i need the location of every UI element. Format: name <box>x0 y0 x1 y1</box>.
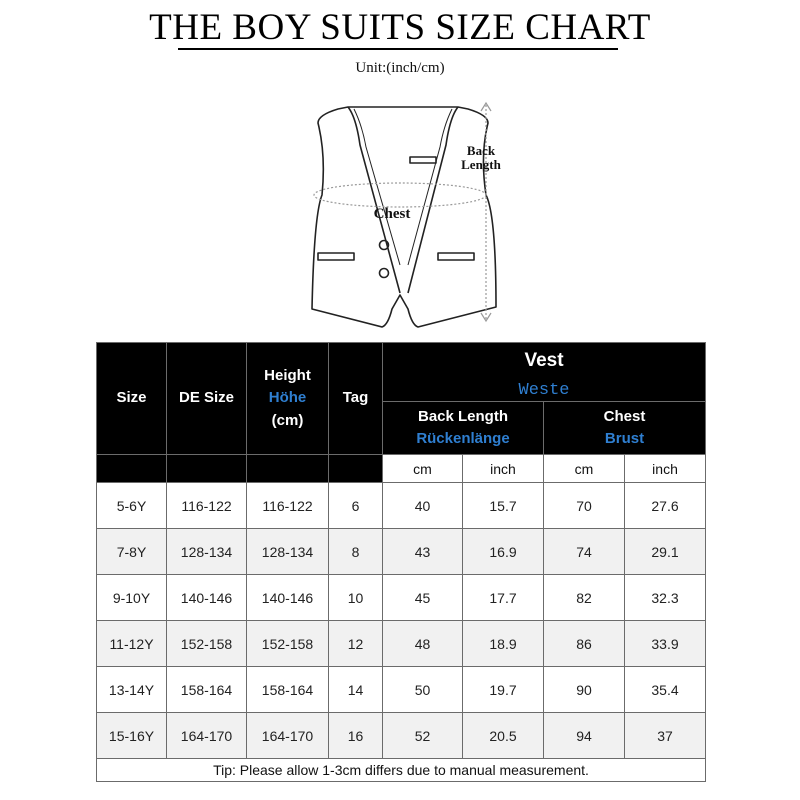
cell-de-size: 140-146 <box>167 575 247 621</box>
chest-label: Chest <box>373 206 411 222</box>
header-height-de: Höhe <box>268 389 307 407</box>
header-tag: Tag <box>329 343 383 455</box>
table-row <box>97 575 706 621</box>
back-length-label-line2: Length <box>461 157 501 172</box>
tip-note: Tip: Please allow 1-3cm differs due to manual measurement. <box>97 759 706 782</box>
cell-chest-inch: 27.6 <box>625 483 706 529</box>
cell-back-inch: 15.7 <box>463 483 544 529</box>
cell-chest-inch: 37 <box>625 713 706 759</box>
cell-chest-inch: 33.9 <box>625 621 706 667</box>
header-chest-cm: cm <box>544 455 625 483</box>
cell-size: 9-10Y <box>97 575 167 621</box>
header-chest-de: Brust <box>604 430 645 447</box>
cell-size: 7-8Y <box>97 529 167 575</box>
cell-height: 158-164 <box>247 667 329 713</box>
cell-back-cm: 50 <box>383 667 463 713</box>
cell-chest-cm: 86 <box>544 621 625 667</box>
cell-chest-cm: 82 <box>544 575 625 621</box>
cell-tag: 16 <box>329 713 383 759</box>
cell-height: 164-170 <box>247 713 329 759</box>
cell-back-inch: 18.9 <box>463 621 544 667</box>
cell-height: 116-122 <box>247 483 329 529</box>
title-underline <box>178 48 618 50</box>
cell-chest-inch: 29.1 <box>625 529 706 575</box>
cell-chest-inch: 35.4 <box>625 667 706 713</box>
cell-back-cm: 45 <box>383 575 463 621</box>
back-length-label-line1: Back <box>466 143 496 158</box>
header-height-en: Height <box>264 366 311 384</box>
cell-back-cm: 43 <box>383 529 463 575</box>
header-spacer <box>329 455 383 483</box>
vest-diagram <box>300 95 510 335</box>
header-vest-de: Weste <box>383 379 706 402</box>
page-title: THE BOY SUITS SIZE CHART <box>149 7 651 48</box>
header-chest-en: Chest <box>603 408 646 426</box>
cell-size: 11-12Y <box>97 621 167 667</box>
cell-de-size: 152-158 <box>167 621 247 667</box>
cell-tag: 12 <box>329 621 383 667</box>
cell-size: 5-6Y <box>97 483 167 529</box>
cell-chest-cm: 90 <box>544 667 625 713</box>
cell-chest-cm: 74 <box>544 529 625 575</box>
back-length-label <box>456 144 506 172</box>
cell-chest-inch: 32.3 <box>625 575 706 621</box>
header-back-length <box>383 402 544 455</box>
cell-tag: 6 <box>329 483 383 529</box>
header-back-length-en: Back Length <box>417 408 508 426</box>
header-chest <box>544 402 706 455</box>
table-row <box>97 529 706 575</box>
cell-back-inch: 17.7 <box>463 575 544 621</box>
table-row <box>97 621 706 667</box>
cell-de-size: 128-134 <box>167 529 247 575</box>
header-back-inch: inch <box>463 455 544 483</box>
cell-height: 128-134 <box>247 529 329 575</box>
cell-back-cm: 40 <box>383 483 463 529</box>
header-spacer <box>167 455 247 483</box>
cell-back-cm: 52 <box>383 713 463 759</box>
cell-de-size: 158-164 <box>167 667 247 713</box>
cell-back-inch: 20.5 <box>463 713 544 759</box>
cell-tag: 8 <box>329 529 383 575</box>
cell-back-inch: 19.7 <box>463 667 544 713</box>
table-row <box>97 667 706 713</box>
size-chart-table <box>96 342 706 782</box>
table-row <box>97 483 706 529</box>
cell-chest-cm: 70 <box>544 483 625 529</box>
header-spacer <box>97 455 167 483</box>
cell-size: 15-16Y <box>97 713 167 759</box>
cell-back-inch: 16.9 <box>463 529 544 575</box>
cell-height: 152-158 <box>247 621 329 667</box>
header-back-length-de: Rückenlänge <box>416 430 510 447</box>
header-height-unit: (cm) <box>271 411 304 429</box>
header-vest: Vest <box>383 343 706 380</box>
cell-chest-cm: 94 <box>544 713 625 759</box>
header-de-size: DE Size <box>167 343 247 455</box>
header-size: Size <box>97 343 167 455</box>
cell-size: 13-14Y <box>97 667 167 713</box>
cell-tag: 10 <box>329 575 383 621</box>
header-height <box>247 343 329 455</box>
cell-height: 140-146 <box>247 575 329 621</box>
unit-label: Unit:(inch/cm) <box>355 60 445 76</box>
header-chest-inch: inch <box>625 455 706 483</box>
table-row <box>97 713 706 759</box>
cell-back-cm: 48 <box>383 621 463 667</box>
header-spacer <box>247 455 329 483</box>
header-back-cm: cm <box>383 455 463 483</box>
cell-de-size: 116-122 <box>167 483 247 529</box>
cell-de-size: 164-170 <box>167 713 247 759</box>
cell-tag: 14 <box>329 667 383 713</box>
